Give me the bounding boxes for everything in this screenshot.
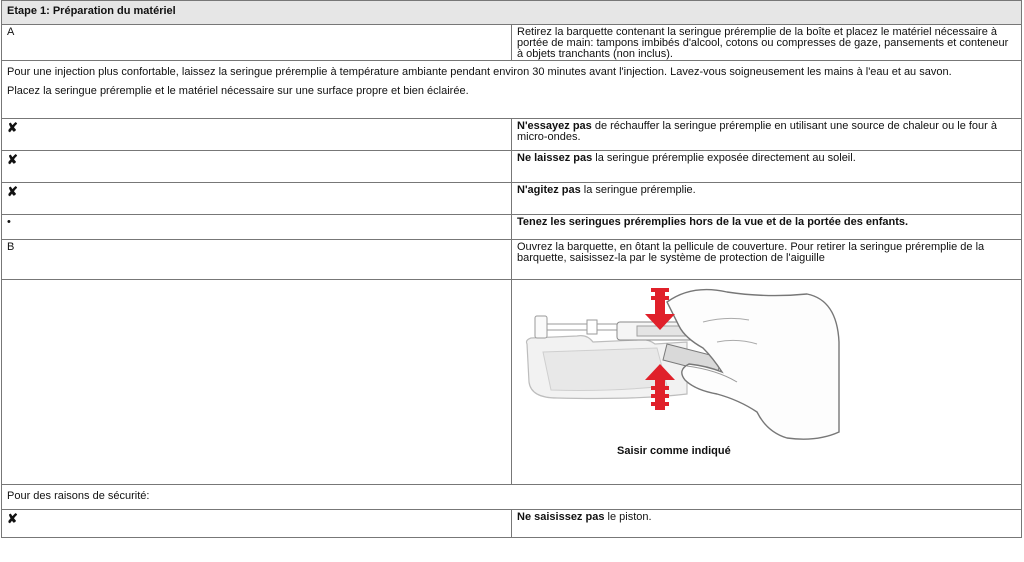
row-a-text: Retirez la barquette contenant la seringue préremplie de la boîte et placez le matériel nécessaire à portée de main: tampons imbibés d'alcool, cotons ou compresses de gaze, pansements et conteneur à objets tranchants (non inclus). (512, 25, 1022, 61)
figure-caption: Saisir comme indiqué (617, 445, 731, 457)
warning-4-rest: le piston. (604, 511, 652, 523)
warning-3-rest: la seringue préremplie. (580, 184, 696, 196)
row-b-text: Ouvrez la barquette, en ôtant la pellicule de couverture. Pour retirer la seringue préremplie de la barquette, saisissez-la par le système de protection de l'aiguille (512, 240, 1022, 280)
warning-4-cross-icon (2, 510, 512, 538)
cross-icon: ✘ (7, 152, 18, 167)
step-header: Etape 1: Préparation du matériel (2, 1, 1022, 25)
warning-4-bold: Ne saisissez pas (517, 511, 605, 523)
step-header-row (2, 1, 1022, 25)
warning-1-bold: N'essayez pas (517, 120, 592, 132)
cross-icon: ✘ (7, 120, 18, 135)
row-a-label: A (2, 25, 512, 61)
warning-row-2 (2, 151, 1022, 183)
warning-3-text (512, 183, 1022, 215)
figure-cell (512, 280, 1022, 485)
warning-row-4 (2, 510, 1022, 538)
bullet-text (512, 215, 1022, 240)
warning-3-bold: N'agitez pas (517, 184, 581, 196)
info-cell (2, 61, 1022, 119)
bullet-row (2, 215, 1022, 240)
figure-row (2, 280, 1022, 485)
warning-2-bold: Ne laissez pas (517, 152, 593, 164)
figure-empty-cell (2, 280, 512, 485)
warning-2-rest: la seringue préremplie exposée directement au soleil. (592, 152, 856, 164)
info-line-2: Placez la seringue préremplie et le matériel nécessaire sur une surface propre et bien éclairée. (7, 85, 469, 97)
warning-2-text (512, 151, 1022, 183)
warning-1-cross-icon (2, 119, 512, 151)
warning-row-1 (2, 119, 1022, 151)
safety-row (2, 485, 1022, 510)
info-line-1: Pour une injection plus confortable, laissez la seringue préremplie à température ambiante pendant environ 30 minutes avant l'injection. Lavez-vous soigneusement les mains à l'eau et au savon. (7, 66, 952, 78)
warning-4-text (512, 510, 1022, 538)
row-b (2, 240, 1022, 280)
warning-3-cross-icon (2, 183, 512, 215)
cross-icon: ✘ (7, 184, 18, 199)
safety-text: Pour des raisons de sécurité: (2, 485, 1022, 510)
info-row (2, 61, 1022, 119)
bullet-bold-text: Tenez les seringues préremplies hors de la vue et de la portée des enfants. (517, 216, 909, 228)
row-a (2, 25, 1022, 61)
warning-1-text (512, 119, 1022, 151)
instructions-table (1, 0, 1022, 538)
warning-1-rest: de réchauffer la seringue préremplie en utilisant une source de chaleur ou le four à micro-ondes. (517, 120, 997, 143)
bullet-icon: • (2, 215, 512, 240)
syringe-illustration (517, 282, 847, 442)
row-b-label: B (2, 240, 512, 280)
warning-2-cross-icon (2, 151, 512, 183)
cross-icon: ✘ (7, 511, 18, 526)
warning-row-3 (2, 183, 1022, 215)
